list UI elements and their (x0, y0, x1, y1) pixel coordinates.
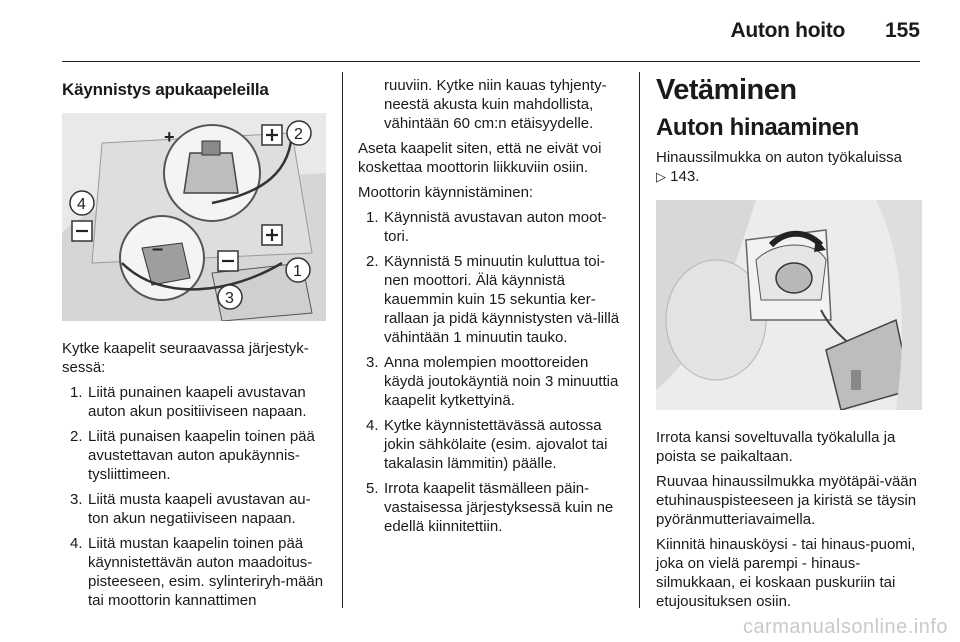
tow-eye-svg (656, 200, 922, 410)
column-1 (62, 72, 326, 616)
col3-para1: Irrota kansi soveltuvalla työkalulla ja poista se paikaltaan. (656, 429, 896, 465)
header-title: Auton hoito (730, 19, 845, 42)
fig-minus-mid: – (152, 238, 164, 260)
list-item: 1. Liitä punainen kaapeli avustavan auton akun positiiviseen napaan. (70, 384, 307, 420)
list-item: 3. Anna molempien moottoreiden käydä joutokäyntiä noin 3 minuuttia kaapelit kytkettyinä. (366, 354, 619, 409)
col2-para1: Aseta kaapelit siten, että ne eivät voi koskettaa moottorin liikkuviin osiin. (358, 140, 602, 176)
fig-label-2: 2 (294, 126, 303, 143)
battery-diagram-svg (62, 113, 326, 321)
col1-steps (62, 383, 326, 610)
list-item: 4. Kytke käynnistettävässä autossa jokin sähkölaite (esim. ajovalot tai takalasin lämmitin) päälle. (366, 417, 608, 472)
tow-eye-illustration (656, 200, 922, 410)
header-rule (62, 61, 920, 62)
list-item: 4. Liitä mustan kaapelin toinen pää käynnistettävän auton maadoitus-pisteeseen, esim. sylinteriryh-mään tai moottorin kannattimen (70, 535, 324, 609)
list-item: 1. Käynnistä avustavan auton moot-tori. (366, 209, 607, 245)
fig-label-1: 1 (293, 263, 302, 280)
col2-para2: Moottorin käynnistäminen: (358, 184, 534, 201)
col2-steps (358, 208, 624, 536)
page-number: 155 (884, 19, 920, 42)
list-item: 5. Irrota kaapelit täsmälleen päin-vastaisessa järjestyksessä kuin ne edellä kiinnitettiin. (366, 480, 614, 535)
list-item: 2. Käynnistä 5 minuutin kuluttua toi-nen moottori. Älä käynnistä kauemmin kuin 15 sekuntia ker-rallaan ja pidä käynnistysten vä-lillä vähintään 1 minuutin tauko. (366, 253, 620, 346)
col3-para2: Ruuvaa hinaussilmukka myötäpäi-vään etuhinauspisteeseen ja kiristä se täysin pyöränmutteriavaimella. (656, 473, 917, 528)
list-item: 2. Liitä punaisen kaapelin toinen pää avustettavan auton apukäynnis-tysliittimeen. (70, 428, 315, 483)
column-divider-1 (342, 72, 343, 608)
col1-intro: Kytke kaapelit seuraavassa järjestyk-sessä: (62, 340, 309, 376)
page-header (0, 0, 960, 62)
fig-label-3: 3 (225, 290, 234, 307)
col3-para3: Kiinnitä hinausköysi - tai hinaus-puomi, joka on vielä parempi - hinaus-silmukkaan, ei koskaan puskuriin tai etujousituksen osiin. (656, 536, 916, 610)
subsection-title-towing-car: Auton hinaaminen (656, 114, 859, 141)
section-heading-jump-start: Käynnistys apukaapeleilla (62, 80, 269, 99)
list-item: 3. Liitä musta kaapeli avustavan au-ton akun negatiiviseen napaan. (70, 491, 311, 527)
jump-start-illustration (62, 113, 326, 321)
column-3 (656, 74, 922, 617)
watermark-text: carmanualsonline.info (742, 616, 948, 638)
col2-continuation: ruuviin. Kytke niin kauas tyhjenty-neestä akusta kuin mahdollista, vähintään 60 cm:n etäisyydelle. (384, 77, 607, 132)
fig-label-4: 4 (77, 196, 86, 213)
page-ref-icon: ▷ (656, 169, 666, 184)
column-divider-2 (639, 72, 640, 608)
col3-intro: Hinaussilmukka on auton työkaluissa ▷ 143. (656, 149, 902, 185)
section-title-towing: Vetäminen (656, 74, 797, 106)
fig-plus-top: + (164, 127, 175, 147)
column-2 (358, 76, 624, 542)
